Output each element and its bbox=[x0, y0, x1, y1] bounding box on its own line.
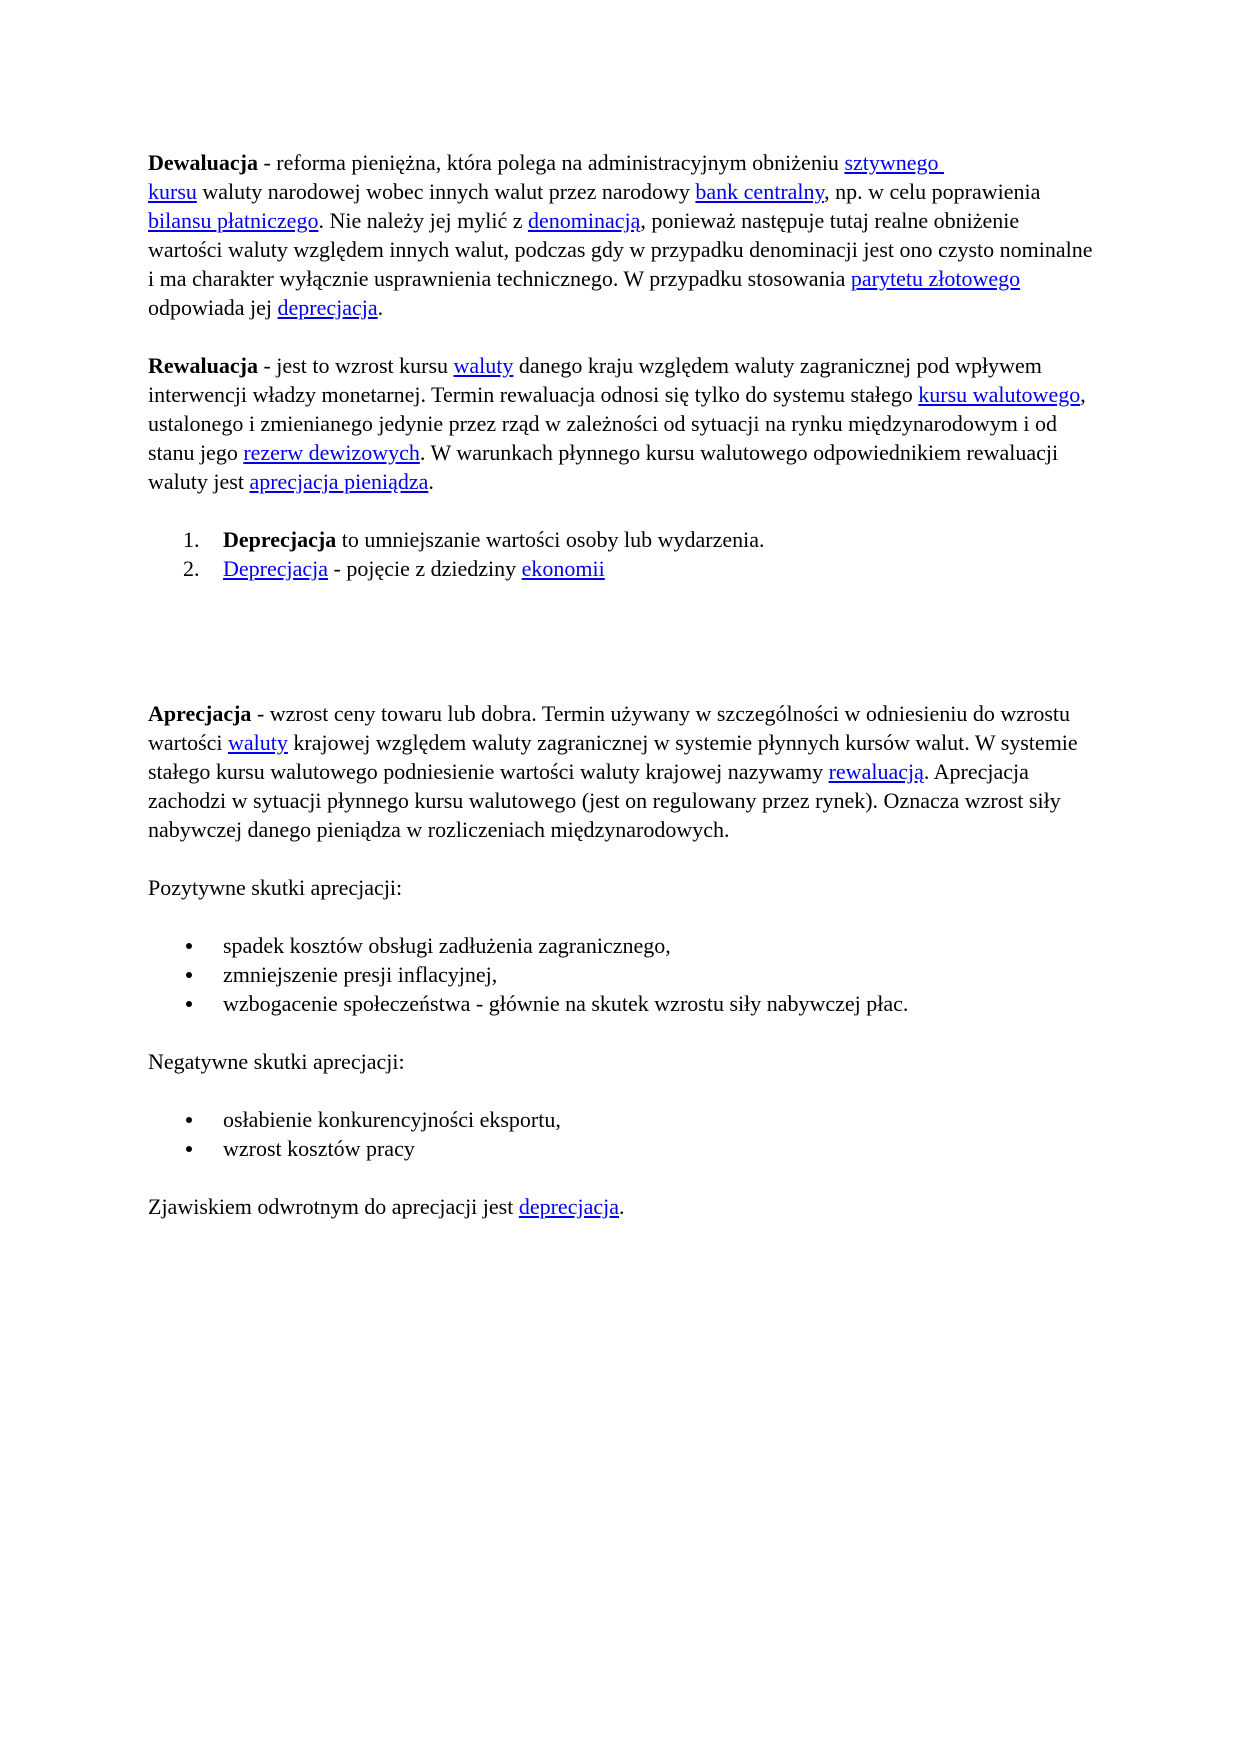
text: waluty narodowej wobec innych walut przez narodowy bbox=[196, 179, 696, 204]
text: krajowej względem waluty zagranicznej w systemie płynnych kursów walut. W systemie stałego kursu walutowego podniesienie wartości waluty krajowej nazywamy bbox=[148, 730, 1078, 784]
link-rewaluacja[interactable]: rewaluacją bbox=[828, 759, 924, 784]
text: . Aprecjacja zachodzi w sytuacji płynnego kursu walutowego (jest on regulowany przez rynek). Oznacza wzrost siły nabywczej danego pieniądza w rozliczeniach międzynarodowych. bbox=[148, 759, 1061, 842]
link-waluty[interactable]: waluty bbox=[453, 353, 514, 378]
text: . bbox=[618, 1194, 625, 1219]
list-item bbox=[148, 1134, 1098, 1163]
link-parytetu-zlotowego[interactable]: parytetu złotowego bbox=[850, 266, 1021, 291]
list-number: 2. bbox=[183, 556, 200, 581]
link-deprecjacja[interactable]: Deprecjacja bbox=[223, 556, 329, 581]
text: - reforma pieniężna, która polega na administracyjnym obniżeniu bbox=[257, 150, 845, 175]
term-dewaluacja: Dewaluacja bbox=[148, 150, 258, 175]
link-aprecjacja-pieniadza[interactable]: aprecjacja pieniądza bbox=[249, 469, 429, 494]
text: . Nie należy jej mylić z bbox=[318, 208, 528, 233]
bullet-icon bbox=[186, 972, 192, 978]
text: osłabienie konkurencyjności eksportu, bbox=[223, 1107, 561, 1132]
list-item bbox=[148, 554, 1098, 583]
paragraph-dewaluacja bbox=[148, 148, 1098, 322]
text: to umniejszanie wartości osoby lub wydarzenia. bbox=[336, 527, 765, 552]
negatywne-list bbox=[148, 1105, 1098, 1163]
text: . bbox=[428, 469, 434, 494]
text: wzrost kosztów pracy bbox=[223, 1136, 415, 1161]
link-bank-centralny[interactable]: bank centralny bbox=[695, 179, 825, 204]
text: danego kraju względem waluty zagranicznej pod wpływem interwencji władzy monetarnej. Termin rewaluacja odnosi się tylko do systemu stałego bbox=[148, 353, 1042, 407]
pozytywne-list bbox=[148, 931, 1098, 1018]
text: wzbogacenie społeczeństwa - głównie na skutek wzrostu siły nabywczej płac. bbox=[223, 991, 909, 1016]
link-denominacja[interactable]: denominacją bbox=[527, 208, 641, 233]
text: . W warunkach płynnego kursu walutowego odpowiednikiem rewaluacji waluty jest bbox=[148, 440, 1059, 494]
heading-negatywne: Negatywne skutki aprecjacji: bbox=[148, 1049, 405, 1074]
text: - wzrost ceny towaru lub dobra. Termin używany w szczególności w odniesieniu do wzrostu wartości bbox=[148, 701, 1071, 755]
text: Zjawiskiem odwrotnym do aprecjacji jest bbox=[148, 1194, 519, 1219]
text: zmniejszenie presji inflacyjnej, bbox=[223, 962, 498, 987]
link-kursu-walutowego[interactable]: kursu walutowego bbox=[918, 382, 1081, 407]
text: . bbox=[377, 295, 384, 320]
list-item bbox=[148, 931, 1098, 960]
document-page bbox=[148, 148, 1098, 1221]
text: , ustalonego i zmienianego jedynie przez rząd w zależności od sytuacji na rynku międzynarodowym i od stanu jego bbox=[148, 382, 1086, 465]
list-number: 1. bbox=[183, 527, 200, 552]
text: - jest to wzrost kursu bbox=[257, 353, 454, 378]
link-rezerw-dewizowych[interactable]: rezerw dewizowych bbox=[243, 440, 420, 465]
link-deprecjacja[interactable]: deprecjacja bbox=[277, 295, 378, 320]
term-aprecjacja: Aprecjacja bbox=[148, 701, 252, 726]
paragraph-zjawisko bbox=[148, 1192, 1098, 1221]
list-item bbox=[148, 960, 1098, 989]
text: odpowiada jej bbox=[148, 295, 278, 320]
link-text[interactable]: sztywnego bbox=[844, 150, 939, 175]
term-rewaluacja: Rewaluacja bbox=[148, 353, 258, 378]
term-deprecjacja: Deprecjacja bbox=[223, 527, 337, 552]
link-text[interactable]: kursu bbox=[148, 179, 197, 204]
list-item bbox=[148, 525, 1098, 554]
bullet-icon bbox=[186, 1117, 192, 1123]
text: , ponieważ następuje tutaj realne obniżenie wartości waluty względem innych walut, podczas gdy w przypadku denominacji jest ono czysto nominalne i ma charakter wyłącznie usprawnienia technicznego. W przypadku stosowania bbox=[148, 208, 1093, 291]
paragraph-aprecjacja bbox=[148, 699, 1098, 844]
link-deprecjacja[interactable]: deprecjacja bbox=[518, 1194, 619, 1219]
link-waluty[interactable]: waluty bbox=[228, 730, 288, 755]
bullet-icon bbox=[186, 1146, 192, 1152]
deprecjacja-list bbox=[148, 525, 1098, 583]
list-item bbox=[148, 1105, 1098, 1134]
bullet-icon bbox=[186, 943, 192, 949]
link-ekonomii[interactable]: ekonomii bbox=[521, 556, 605, 581]
heading-pozytywne: Pozytywne skutki aprecjacji: bbox=[148, 875, 403, 900]
bullet-icon bbox=[186, 1001, 192, 1007]
paragraph-rewaluacja bbox=[148, 351, 1098, 496]
text: , np. w celu poprawienia bbox=[824, 179, 1041, 204]
text: spadek kosztów obsługi zadłużenia zagranicznego, bbox=[223, 933, 671, 958]
text: - pojęcie z dziedziny bbox=[328, 556, 522, 581]
link-bilansu-platniczego[interactable]: bilansu płatniczego bbox=[148, 208, 319, 233]
list-item bbox=[148, 989, 1098, 1018]
